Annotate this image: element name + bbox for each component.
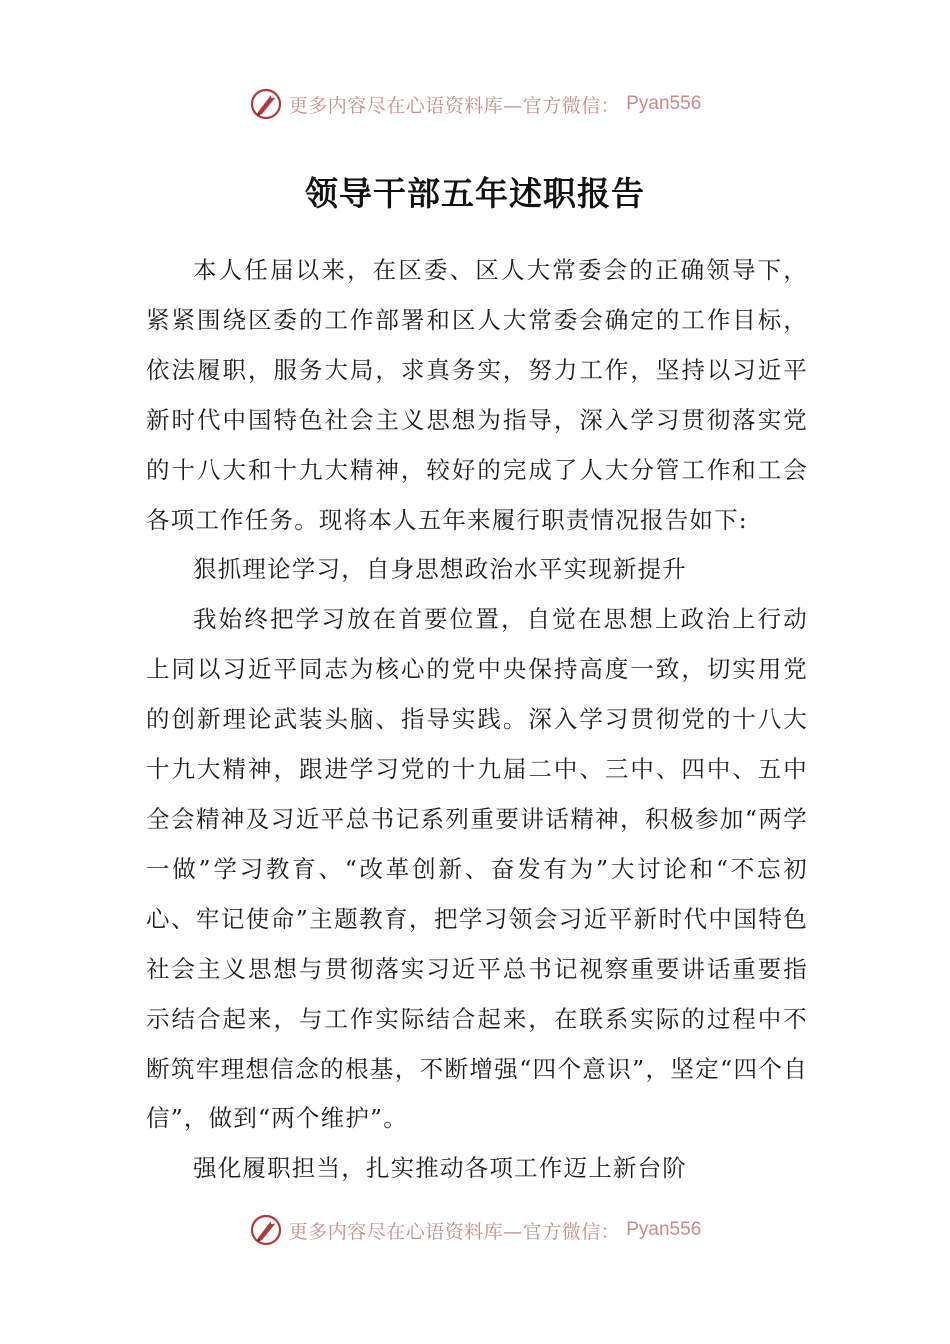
footer-watermark [0,1210,950,1250]
section-heading-theory-study: 狠抓理论学习，自身思想政治水平实现新提升 [193,555,687,584]
watermark-text: 更多内容尽在心语资料库—官方微信： [288,1220,621,1243]
watermark-wechat-id: Pyan556 [626,1219,702,1240]
pen-nib-logo-icon [249,87,283,121]
paragraph-theory-study: 我始终把学习放在首要位置，自觉在思想上政治上行动上同以习近平同志为核心的党中央保持高度一致，切实用党的创新理论武装头脑、指导实践。深入学习贯彻党的十八大十九大精神，跟进学习党的十九届二中、三中、四中、五中全会精神及习近平总书记系列重要讲话精神，积极参加“两学一做”学习教育、“改革创新、奋发有为”大讨论和“不忘初心、牢记使命”主题教育，把学习领会习近平新时代中国特色社会主义思想与贯彻落实习近平总书记视察重要讲话重要指示结合起来，与工作实际结合起来，在联系实际的过程中不断筑牢理想信念的根基，不断增强“四个意识”，坚定“四个自信”，做到“两个维护”。 [146,605,808,1133]
document-title: 领导干部五年述职报告 [305,174,645,213]
section-heading-duty-performance: 强化履职担当，扎实推动各项工作迈上新台阶 [193,1154,687,1183]
watermark-text: 更多内容尽在心语资料库—官方微信： [288,94,621,117]
pen-nib-logo-icon [249,1213,283,1247]
header-watermark [0,84,950,124]
paragraph-intro: 本人任届以来，在区委、区人大常委会的正确领导下，紧紧围绕区委的工作部署和区人大常委会确定的工作目标，依法履职，服务大局，求真务实，努力工作，坚持以习近平新时代中国特色社会主义思想为指导，深入学习贯彻落实党的十八大和十九大精神，较好的完成了人大分管工作和工会各项工作任务。现将本人五年来履行职责情况报告如下: [146,256,808,534]
document-body [146,246,808,1194]
watermark-wechat-id: Pyan556 [626,93,702,114]
